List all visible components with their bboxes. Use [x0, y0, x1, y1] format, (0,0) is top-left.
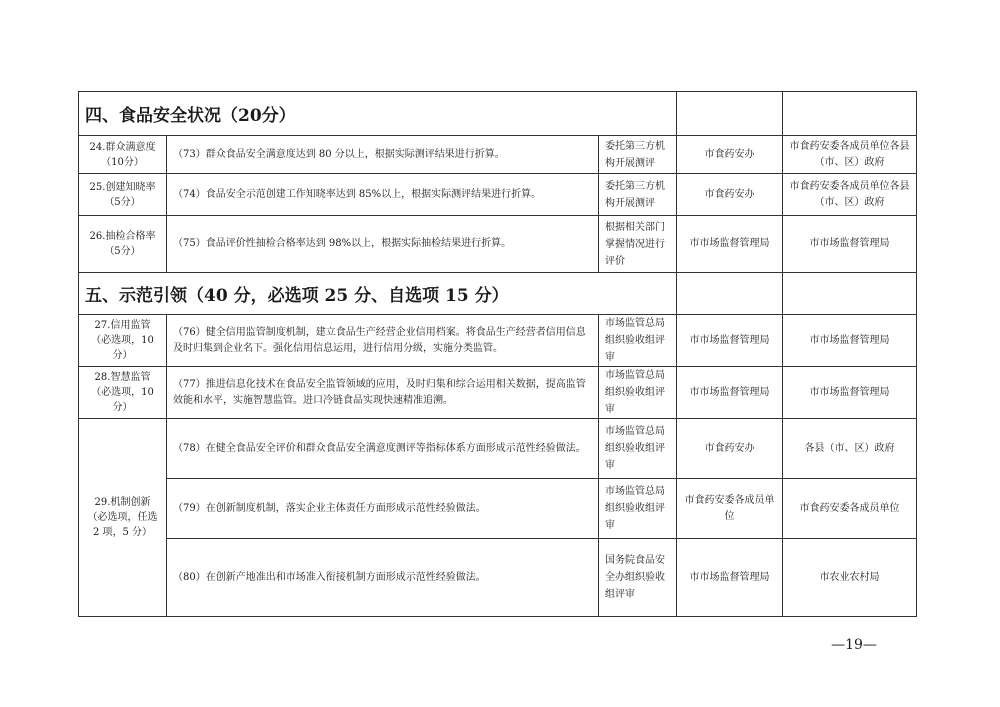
- partner-unit-cell: 市食药安委各成员单位各县（市、区）政府: [783, 136, 917, 174]
- empty-cell: [677, 273, 783, 315]
- partner-unit-cell: 市食药安委各成员单位各县（市、区）政府: [783, 174, 917, 216]
- method-cell: 国务院食品安全办组织验收组评审: [599, 539, 677, 617]
- table-row: [79, 539, 917, 617]
- content-cell: （76）健全信用监管制度机制，建立食品生产经营企业信用档案。将食品生产经营者信用信息及时归集到企业名下。强化信用信息运用，进行信用分级，实施分类监管。: [167, 315, 599, 367]
- item-cell: 29.机制创新（必选项，任选 2 项，5 分）: [79, 419, 167, 617]
- method-cell: 市场监管总局组织验收组评审: [599, 479, 677, 539]
- evaluation-table: [78, 91, 917, 617]
- partner-unit-cell: 各县（市、区）政府: [783, 419, 917, 479]
- lead-unit-cell: 市食药安办: [677, 419, 783, 479]
- lead-unit-cell: 市食药安办: [677, 136, 783, 174]
- table-row: [79, 419, 917, 479]
- empty-cell: [783, 273, 917, 315]
- content-cell: （77）推进信息化技术在食品安全监管领域的应用，及时归集和综合运用相关数据，提高监管效能和水平，实施智慧监管。进口冷链食品实现快速精准追溯。: [167, 367, 599, 419]
- content-cell: （74）食品安全示范创建工作知晓率达到 85%以上，根据实际测评结果进行折算。: [167, 174, 599, 216]
- lead-unit-cell: 市市场监督管理局: [677, 367, 783, 419]
- content-cell: （75）食品评价性抽检合格率达到 98%以上，根据实际抽检结果进行折算。: [167, 216, 599, 273]
- section-title: 四、食品安全状况（20分）: [79, 92, 677, 136]
- partner-unit-cell: 市食药安委各成员单位: [783, 479, 917, 539]
- lead-unit-cell: 市市场监督管理局: [677, 216, 783, 273]
- empty-cell: [783, 92, 917, 136]
- content-cell: （80）在创新产地准出和市场准入衔接机制方面形成示范性经验做法。: [167, 539, 599, 617]
- item-cell: 25.创建知晓率（5分）: [79, 174, 167, 216]
- section-header-row: [79, 273, 917, 315]
- method-cell: 市场监管总局组织验收组评审: [599, 419, 677, 479]
- item-cell: 24.群众满意度（10分）: [79, 136, 167, 174]
- table-row: [79, 136, 917, 174]
- method-cell: 市场监管总局组织验收组评审: [599, 315, 677, 367]
- empty-cell: [677, 92, 783, 136]
- table-row: [79, 174, 917, 216]
- lead-unit-cell: 市市场监督管理局: [677, 315, 783, 367]
- item-cell: 27.信用监管（必选项，10分）: [79, 315, 167, 367]
- table-row: [79, 479, 917, 539]
- content-cell: （78）在健全食品安全评价和群众食品安全满意度测评等指标体系方面形成示范性经验做法。: [167, 419, 599, 479]
- lead-unit-cell: 市市场监督管理局: [677, 539, 783, 617]
- partner-unit-cell: 市市场监督管理局: [783, 216, 917, 273]
- item-cell: 28.智慧监管（必选项，10分）: [79, 367, 167, 419]
- table-row: [79, 315, 917, 367]
- method-cell: 委托第三方机构开展测评: [599, 136, 677, 174]
- method-cell: 市场监管总局组织验收组评审: [599, 367, 677, 419]
- partner-unit-cell: 市市场监督管理局: [783, 367, 917, 419]
- item-cell: 26.抽检合格率（5分）: [79, 216, 167, 273]
- content-cell: （73）群众食品安全满意度达到 80 分以上，根据实际测评结果进行折算。: [167, 136, 599, 174]
- lead-unit-cell: 市食药安委各成员单位: [677, 479, 783, 539]
- section-header-row: [79, 92, 917, 136]
- partner-unit-cell: 市农业农村局: [783, 539, 917, 617]
- lead-unit-cell: 市食药安办: [677, 174, 783, 216]
- content-cell: （79）在创新制度机制，落实企业主体责任方面形成示范性经验做法。: [167, 479, 599, 539]
- method-cell: 委托第三方机构开展测评: [599, 174, 677, 216]
- table-row: [79, 367, 917, 419]
- table-row: [79, 216, 917, 273]
- partner-unit-cell: 市市场监督管理局: [783, 315, 917, 367]
- method-cell: 根据相关部门掌握情况进行评价: [599, 216, 677, 273]
- page-number: —19—: [831, 637, 877, 653]
- section-title: 五、示范引领（40 分，必选项 25 分、自选项 15 分）: [79, 273, 677, 315]
